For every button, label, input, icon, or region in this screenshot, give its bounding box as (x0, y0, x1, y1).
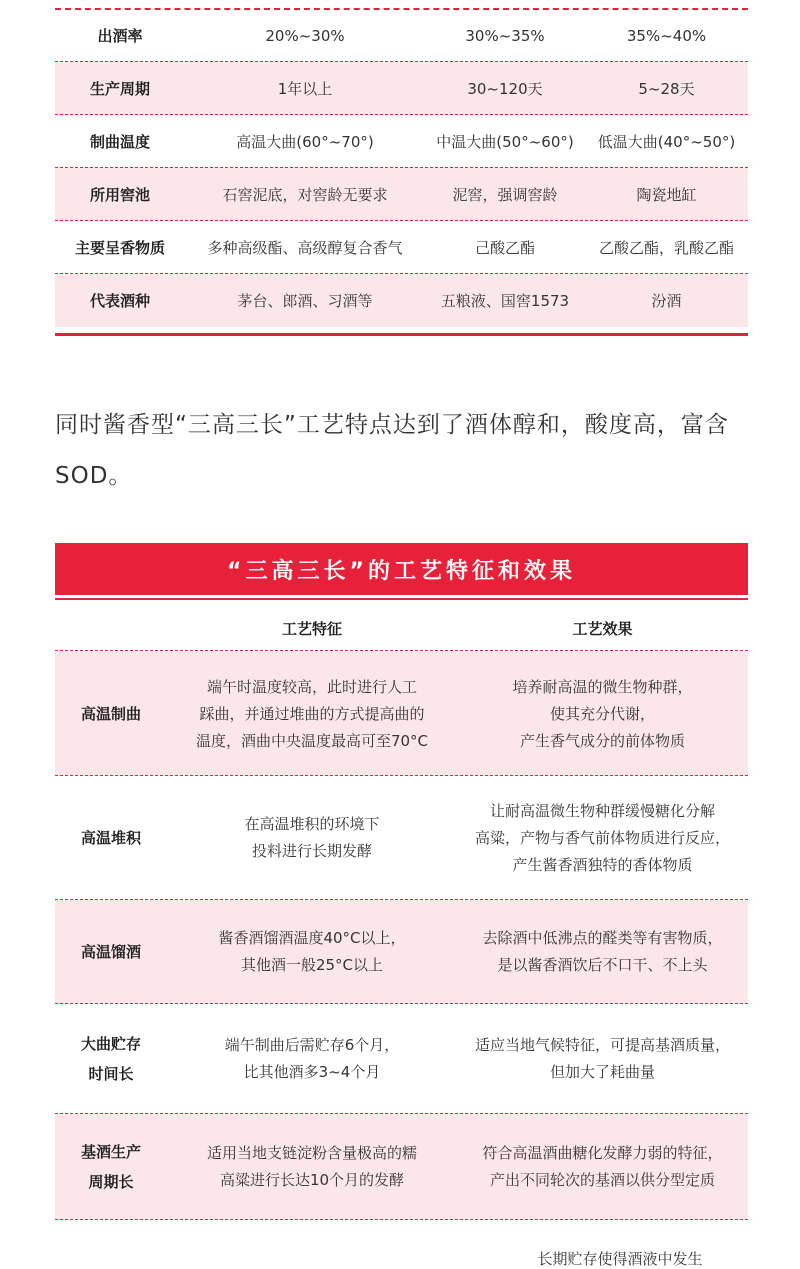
cell-strong: 己酸乙酯 (474, 239, 535, 257)
row-label: 高温馏酒 (80, 942, 141, 961)
cell-strong: 中温大曲(50°~60°) (436, 133, 574, 151)
cell-sauce: 1年以上 (277, 80, 333, 98)
row-label: 所用窖池 (89, 186, 150, 204)
effect-cell: 适应当地气候特征，可提高基酒质量， 但加大了耗曲量 (474, 1036, 730, 1081)
feature-cell: 端午制曲后需贮存6个月， 比其他酒多3~4个月 (224, 1036, 400, 1081)
table-row (55, 62, 748, 115)
feature-cell: 适用当地支链淀粉含量极高的糯 高粱进行长达10个月的发酵 (206, 1144, 417, 1189)
cell-light: 低温大曲(40°~50°) (597, 133, 736, 151)
table-row (55, 168, 748, 221)
feature-cell: 在高温堆积的环境下 投料进行长期发酵 (244, 815, 380, 860)
row-label: 主要呈香物质 (74, 239, 165, 257)
effect-cell: 符合高温酒曲糖化发酵力弱的特征， 产出不同轮次的基酒以供分型定质 (482, 1144, 723, 1189)
cell-light: 5~28天 (638, 80, 695, 98)
cell-strong: 30~120天 (467, 80, 543, 98)
effect-cell: 培养耐高温的微生物种群， 使其充分代谢， 产生香气成分的前体物质 (512, 677, 693, 750)
cut-off-text: 长期贮存使得酒液中发生 (537, 1250, 703, 1268)
feature-cell: 酱香酒馏酒温度40°C以上， 其他酒一般25°C以上 (218, 929, 406, 974)
body-paragraph: 同时酱香型“三高三长”工艺特点达到了酒体醇和，酸度高，富含SOD。 (55, 412, 729, 489)
table-row (55, 221, 748, 274)
row-label: 生产周期 (89, 80, 150, 98)
row-label: 代表酒种 (89, 292, 150, 310)
row-label: 高温制曲 (80, 704, 141, 723)
effect-cell: 让耐高温微生物种群缓慢糖化分解 高粱，产物与香气前体物质进行反应， 产生酱香酒独特的香体物质 (474, 801, 730, 874)
banner-divider (55, 598, 748, 600)
row-label: 高温堆积 (80, 828, 141, 847)
table-row (55, 1004, 748, 1114)
table-row (55, 776, 748, 900)
table-row (55, 274, 748, 327)
cell-strong: 泥窖，强调窖龄 (452, 186, 558, 204)
cell-sauce: 多种高级酯、高级醇复合香气 (207, 239, 403, 257)
cell-sauce: 20%~30% (265, 26, 345, 45)
cell-strong: 30%~35% (465, 26, 545, 45)
row-label: 出酒率 (97, 27, 143, 45)
cell-sauce: 高温大曲(60°~70°) (236, 133, 374, 151)
table-row (55, 1114, 748, 1220)
row-label: 大曲贮存 时间长 (80, 1035, 141, 1083)
row-label: 基酒生产 周期长 (80, 1143, 141, 1191)
effect-cell: 去除酒中低沸点的醛类等有害物质， 是以酱香酒饮后不口干、不上头 (482, 929, 723, 974)
table-header-row (55, 605, 748, 651)
table-title-banner: “三高三长”的工艺特征和效果 (55, 543, 748, 595)
cell-light: 35%~40% (626, 26, 707, 45)
header-effect: 工艺效果 (572, 619, 633, 638)
cell-strong: 五粮液、国窖1573 (440, 292, 570, 310)
row-label: 制曲温度 (89, 133, 150, 151)
table-row (55, 115, 748, 168)
table-row (55, 652, 748, 776)
table-bottom-divider (55, 333, 748, 336)
cell-light: 乙酸乙酯，乳酸乙酯 (598, 239, 734, 257)
cell-light: 陶瓷地缸 (636, 186, 697, 204)
cell-sauce: 茅台、郎酒、习酒等 (237, 292, 373, 310)
feature-cell: 端午时温度较高，此时进行人工 踩曲，并通过堆曲的方式提高曲的 温度，酒曲中央温度最高可至70°C (195, 677, 429, 750)
table-row (55, 900, 748, 1004)
header-feature: 工艺特征 (281, 619, 342, 638)
cell-light: 汾酒 (651, 292, 682, 310)
cell-sauce: 石窖泥底，对窖龄无要求 (222, 186, 388, 204)
table-row (55, 9, 748, 62)
